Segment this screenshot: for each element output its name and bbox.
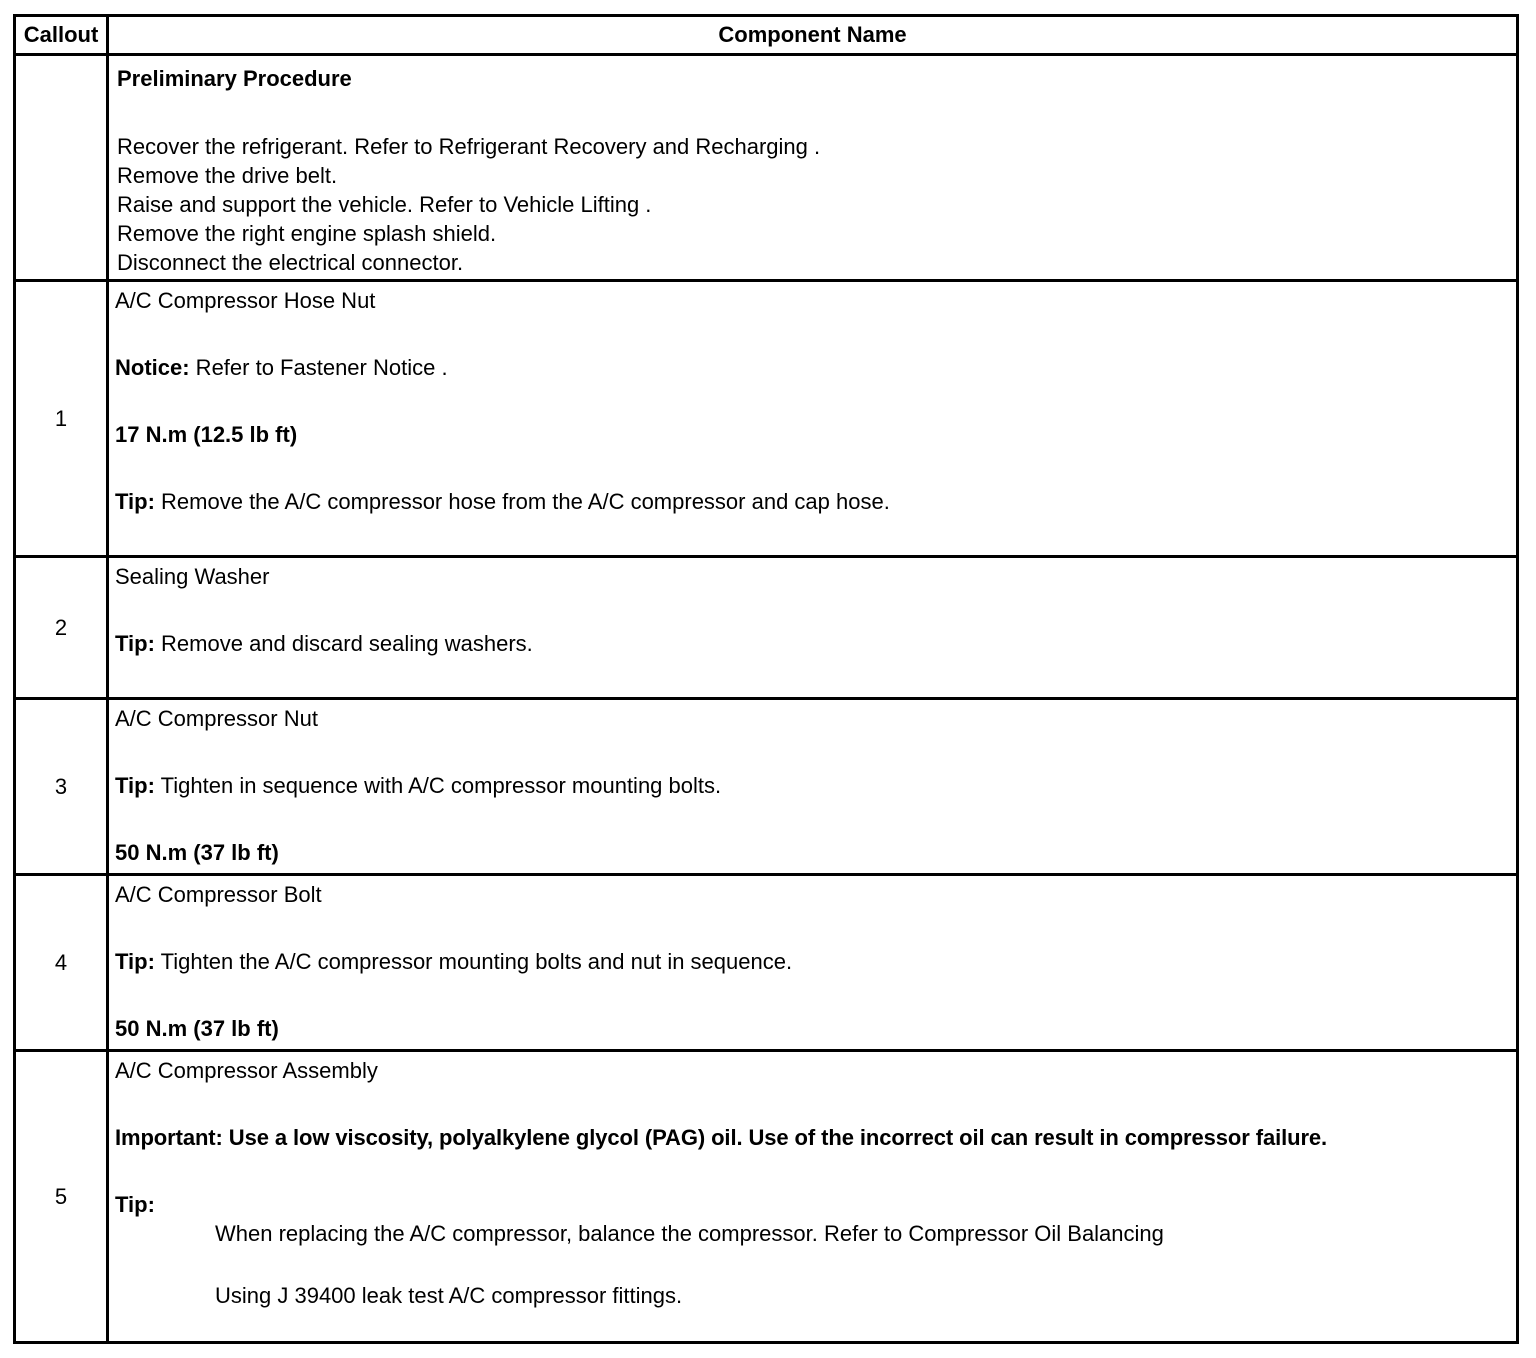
tip-item: Using J 39400 leak test A/C compressor fittings. [215, 1283, 683, 1308]
header-callout: Callout [15, 16, 108, 55]
torque-spec: 50 N.m (37 lb ft) [115, 1016, 279, 1041]
tip-label: Tip: [115, 1192, 155, 1217]
callout-number: 4 [15, 875, 108, 1051]
tip-label: Tip: [115, 949, 155, 974]
preliminary-title: Preliminary Procedure [117, 66, 352, 91]
component-name: A/C Compressor Bolt [115, 882, 322, 907]
component-name: Sealing Washer [115, 564, 270, 589]
component-cell [108, 875, 1518, 1051]
preliminary-step: Recover the refrigerant. Refer to Refrigerant Recovery and Recharging . [117, 134, 821, 159]
component-cell [108, 699, 1518, 875]
important-text: Important: Use a low viscosity, polyalkylene glycol (PAG) oil. Use of the incorrect oil can result in compressor failure. [115, 1125, 1328, 1150]
preliminary-step: Remove the drive belt. [117, 163, 338, 188]
header-row [15, 16, 1518, 55]
table-row [15, 875, 1518, 1051]
component-cell [108, 1051, 1518, 1343]
procedure-table [13, 14, 1519, 1344]
torque-spec: 17 N.m (12.5 lb ft) [115, 422, 298, 447]
preliminary-row [15, 55, 1518, 281]
callout-number: 3 [15, 699, 108, 875]
tip-text: Tighten in sequence with A/C compressor mounting bolts. [154, 773, 722, 798]
tip-label: Tip: [115, 631, 155, 656]
preliminary-step: Remove the right engine splash shield. [117, 221, 497, 246]
component-cell [108, 557, 1518, 699]
preliminary-cell [108, 55, 1518, 281]
callout-number: 1 [15, 281, 108, 557]
tip-item: When replacing the A/C compressor, balance the compressor. Refer to Compressor Oil Balancing [215, 1221, 1164, 1246]
table-row [15, 557, 1518, 699]
tip-text: Remove and discard sealing washers. [154, 631, 533, 656]
tip-label: Tip: [115, 773, 155, 798]
component-name: A/C Compressor Nut [115, 706, 318, 731]
notice-label: Notice: [115, 355, 190, 380]
table-row [15, 281, 1518, 557]
preliminary-callout [15, 55, 108, 281]
tip-text: Tighten the A/C compressor mounting bolts and nut in sequence. [154, 949, 793, 974]
notice-text: Refer to Fastener Notice . [189, 355, 448, 380]
tip-label: Tip: [115, 489, 155, 514]
callout-number: 5 [15, 1051, 108, 1343]
callout-number: 2 [15, 557, 108, 699]
component-name: A/C Compressor Assembly [115, 1058, 378, 1083]
preliminary-step: Raise and support the vehicle. Refer to Vehicle Lifting . [117, 192, 652, 217]
tip-text: Remove the A/C compressor hose from the A/C compressor and cap hose. [154, 489, 890, 514]
component-name: A/C Compressor Hose Nut [115, 288, 376, 313]
component-cell [108, 281, 1518, 557]
torque-spec: 50 N.m (37 lb ft) [115, 840, 279, 865]
table-row [15, 1051, 1518, 1343]
preliminary-step: Disconnect the electrical connector. [117, 250, 464, 275]
table-row [15, 699, 1518, 875]
header-component-name: Component Name [108, 16, 1518, 55]
